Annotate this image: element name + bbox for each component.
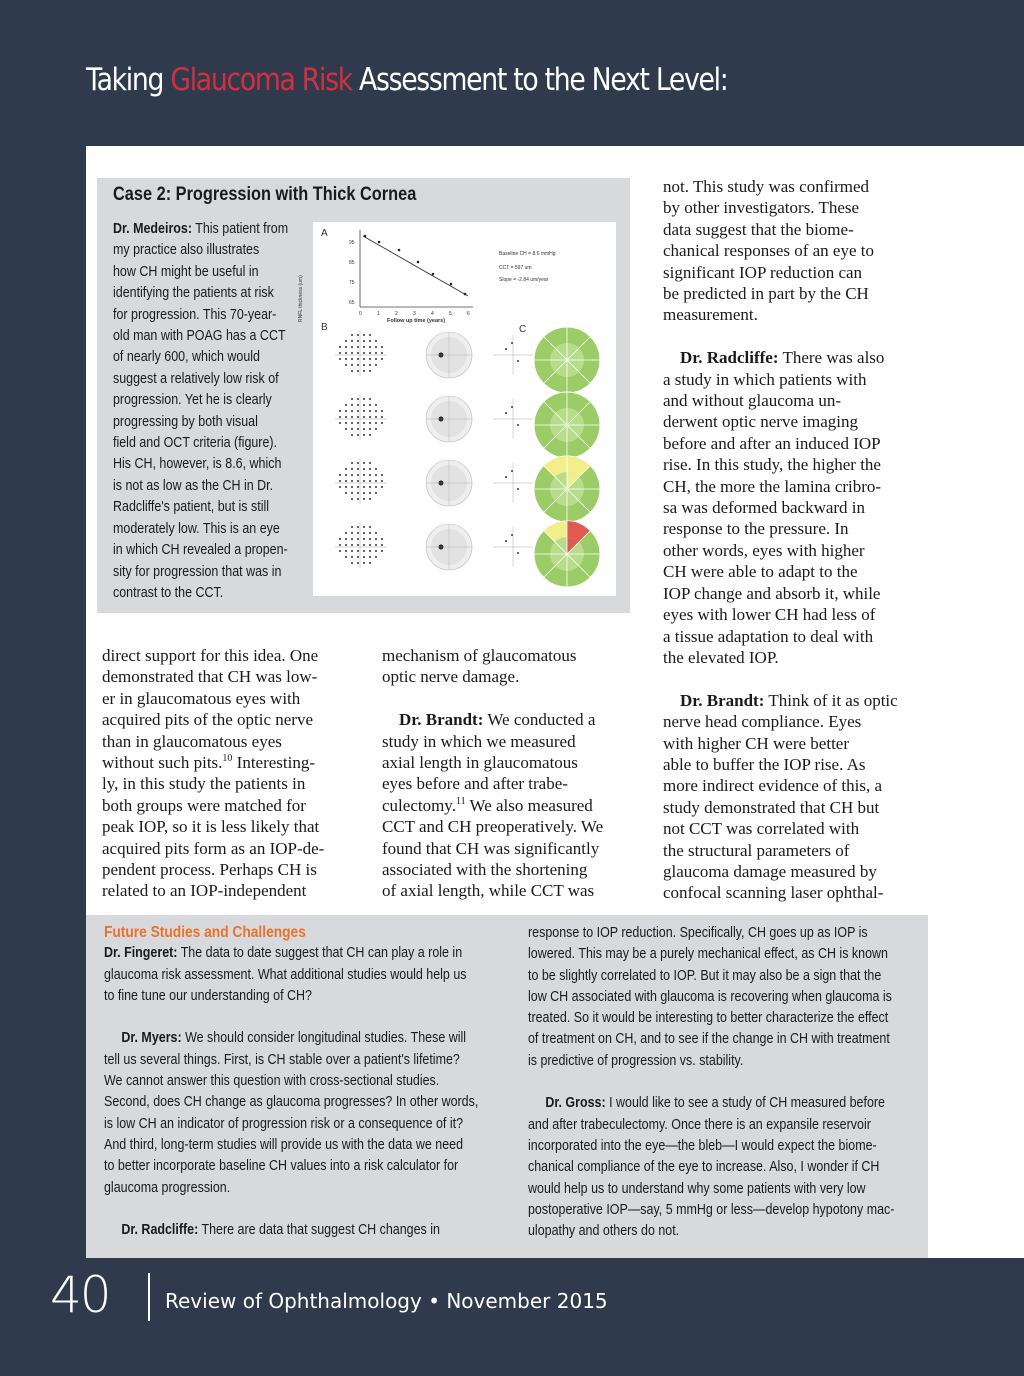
body-column-1: direct support for this idea. One demonstrated that CH was low- er in glaucomatous eyes with acquired pits of the optic nerve than in glaucomatous eyes without such pits.$^{10}$ Interesting- ly, in this study the patients in both groups were matched for peak IOP, so it is less likely that acquired pits form as an IOP-de- pendent process. Perhaps CH is related to an IOP-independent	[102, 646, 325, 901]
panel-c-label: C	[519, 324, 527, 335]
speaker-brandt: Dr. Brandt:	[399, 710, 484, 730]
x-axis-label: Follow up time (years)	[387, 318, 446, 324]
future-studies-left-column: Future Studies and Challenges Dr. Fingeret: The data to date suggest that CH can play a role in glaucoma risk assessment. What additional studies would help us to fine tune our understanding of CH? Dr. Myers: We should consider longitudinal studies. These will tell us several things. First, is CH stable over a patient's lifetime? We cannot answer this question with cross-sectional studies. Second, does CH change as glaucoma progresses? In other words, is low CH an indicator of progression risk or a consequence of it? And third, long-term studies will provide us with the data we need to better incorporate baseline CH values into a risk calculator for glaucoma progression. Dr. Radcliffe: There are data that suggest CH changes in	[104, 924, 479, 1239]
svg-text:6: 6	[467, 311, 470, 317]
annotation-cct: CCT = 597 um	[499, 265, 532, 271]
section-title: Future Studies and Challenges	[104, 924, 306, 941]
footer-divider	[148, 1273, 150, 1321]
speaker-myers: Dr. Myers:	[121, 1030, 182, 1047]
svg-text:5: 5	[449, 311, 452, 317]
publication-footer: Review of Ophthalmology • November 2015	[165, 1289, 608, 1313]
case-text: Dr. Medeiros: This patient from my practice also illustrates how CH might be useful in identifying the patients at risk for progression. This 70-year- old man with POAG has a CCT of nearly 600, which would suggest a relatively low risk of progression. Yet he is clearly progressing by both visual field and OCT criteria (figure). His CH, however, is 8.6, which is not as low as the CH in Dr. Radcliffe's patient, but is still moderately low. This is an eye in which CH revealed a propen- sity for progression that was in contrast to the CCT.	[113, 221, 289, 601]
svg-text:1: 1	[377, 311, 380, 317]
annotation-baseline-ch: Baseline CH = 8.6 mmHg	[499, 251, 556, 257]
svg-text:3: 3	[413, 311, 416, 317]
reference-11: 11	[455, 795, 466, 807]
article-header-title: Taking Glaucoma Risk Assessment to the Next Level:	[86, 62, 728, 98]
body-column-2: mechanism of glaucomatous optic nerve damage. Dr. Brandt: We conducted a study in which we measured axial length in glaucomatous eyes before and after trabe- culectomy.$^{11}$ We also measured CCT and CH preoperatively. We found that CH was significantly associated with the shortening of axial length, while CCT was	[382, 646, 604, 901]
page-number: 40	[50, 1266, 110, 1324]
svg-text:75: 75	[349, 280, 355, 286]
case-title: Case 2: Progression with Thick Cornea	[113, 184, 417, 205]
panel-a-label: A	[321, 228, 328, 239]
speaker-gross: Dr. Gross:	[545, 1095, 606, 1112]
annotation-slope: Slope = -2.84 um/year	[499, 277, 549, 283]
svg-text:85: 85	[349, 260, 355, 266]
header-accent-text: Glaucoma Risk	[170, 62, 352, 98]
panel-b-label: B	[321, 322, 328, 333]
case-figure	[298, 222, 616, 596]
svg-text:65: 65	[349, 300, 355, 306]
svg-text:2: 2	[395, 311, 398, 317]
body-column-3: not. This study was confirmed by other investigators. These data suggest that the biome- chanical responses of an eye to significant IOP reduction can be predicted in part by the CH measurement. Dr. Radcliffe: There was also a study in which patients with and without glaucoma un- derwent optic nerve imaging before and after an induced IOP rise. In this study, the higher the CH, the more the lamina cribro- sa was deformed backward in response to the pressure. In other words, eyes with higher CH were able to adapt to the IOP change and absorb it, while eyes with lower CH had less of a tissue adaptation to deal with the elevated IOP. Dr. Brandt: Think of it as optic nerve head compliance. Eyes with higher CH were better able to buffer the IOP rise. As more indirect evidence of this, a study demonstrated that CH but not CCT was correlated with the structural parameters of glaucoma damage measured by confocal scanning laser ophthal-	[663, 177, 898, 903]
speaker-radcliffe-2: Dr. Radcliffe:	[121, 1222, 199, 1239]
y-axis-label: RNFL thickness (um)	[298, 275, 304, 322]
svg-text:95: 95	[349, 240, 355, 246]
speaker-brandt-2: Dr. Brandt:	[680, 690, 765, 710]
speaker-radcliffe: Dr. Radcliffe:	[680, 348, 779, 368]
speaker-fingeret: Dr. Fingeret:	[104, 945, 178, 962]
future-studies-right-column: response to IOP reduction. Specifically, CH goes up as IOP is lowered. This may be a purely mechanical effect, as CH is known to be slightly correlated to IOP. But it may also be a sign that the low CH associated with glaucoma is recovering when glaucoma is treated. So it would be interesting to better characterize the effect of treatment on CH, and to see if the change in CH with treatment is predictive of progression vs. stability. Dr. Gross: I would like to see a study of CH measured before and after trabeculectomy. Once there is an expansile reservoir incorporated into the eye—the bleb—I would expect the biome- chanical compliance of the eye to increase. Also, I wonder if CH would help us to understand why some patients with very low postoperative IOP—say, 5 mmHg or less—develop hypotony mac- ulopathy and others do not.	[528, 925, 895, 1240]
reference-10: 10	[222, 753, 233, 765]
svg-text:4: 4	[431, 311, 434, 317]
speaker-medeiros: Dr. Medeiros:	[113, 221, 192, 237]
svg-text:0: 0	[359, 311, 362, 317]
